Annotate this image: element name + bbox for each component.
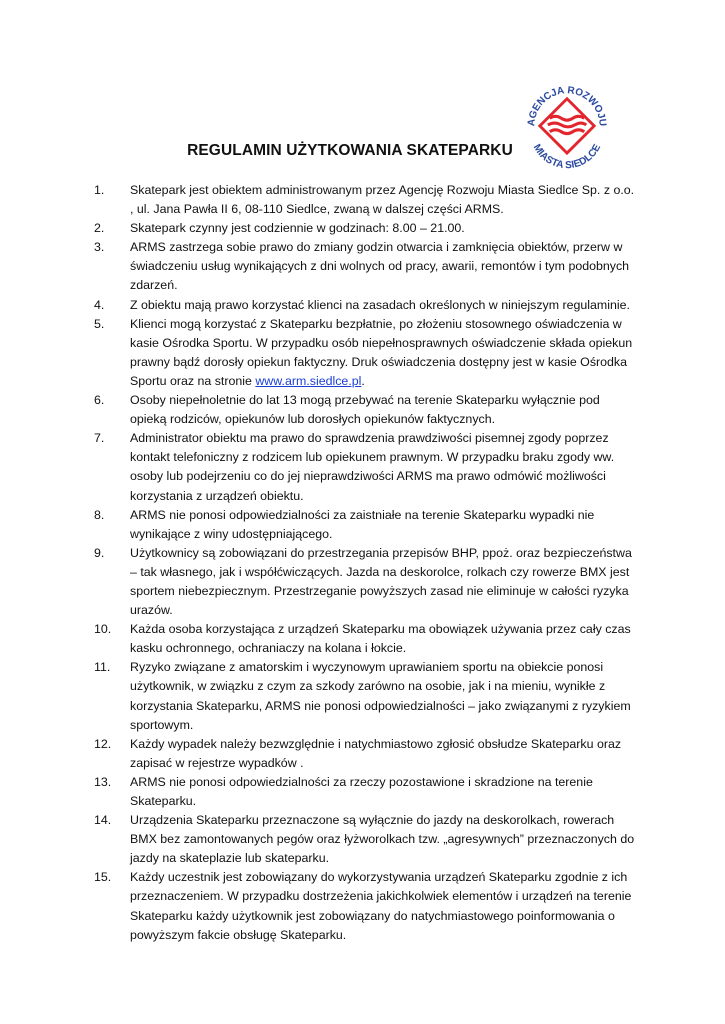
rule-number: 7. xyxy=(94,431,105,446)
rule-number: 5. xyxy=(94,316,105,331)
rule-number: 15. xyxy=(94,870,112,885)
rule-item xyxy=(94,658,639,734)
rule-text: ARMS nie ponosi odpowiedzialności za rzeczy pozostawione i skradzione na terenie Skateparku. xyxy=(130,774,593,808)
rule-item xyxy=(94,868,639,944)
rule-item xyxy=(94,544,639,620)
rule-item xyxy=(94,296,639,315)
rule-number: 10. xyxy=(94,622,112,637)
rule-item xyxy=(94,315,639,391)
rule-text: ARMS zastrzega sobie prawo do zmiany godzin otwarcia i zamknięcia obiektów, przerw w świadczeniu usług wynikających z dni wolnych od pracy, awarii, remontów i tym podobnych zdarzeń. xyxy=(130,240,630,293)
rule-item xyxy=(94,219,639,238)
rule-number: 3. xyxy=(94,240,105,255)
rule-text: Każdy uczestnik jest zobowiązany do wykorzystywania urządzeń Skateparku zgodnie z ich przeznaczeniem. W przypadku dostrzeżenia jakichkolwiek elementów i urządzeń na terenie Skateparku każdy użytkownik jest zobowiązany do natychmiastowego poinformowania o powyższym fakcie obsługę Skateparku. xyxy=(130,870,632,942)
rule-text: Każda osoba korzystająca z urządzeń Skateparku ma obowiązek używania przez cały czas kasku ochronnego, ochraniaczy na kolana i łokcie. xyxy=(130,622,631,656)
rule-item xyxy=(94,506,639,544)
rule-text: Urządzenia Skateparku przeznaczone są wyłącznie do jazdy na deskorolkach, rowerach BMX bez zamontowanych pegów oraz łyżworolkach tzw. „agresywnych” przeznaczonych do jazdy na skateplazie lub skateparku. xyxy=(130,813,635,866)
rule-text: Skatepark czynny jest codziennie w godzinach: 8.00 – 21.00. xyxy=(130,221,465,236)
rule-text: Użytkownicy są zobowiązani do przestrzegania przepisów BHP, ppoż. oraz bezpieczeństwa – tak własnego, jak i współćwiczących. Jazda na deskorolce, rolkach czy rowerze BMX jest sportem niebezpiecznym. Przestrzeganie powyższych zasad nie eliminuje w całości ryzyka urazów. xyxy=(130,545,632,618)
rule-text: Administrator obiektu ma prawo do sprawdzenia prawdziwości pisemnej zgody poprzez kontakt telefoniczny z rodzicem lub opiekunem prawnym. W przypadku braku zgody ww. osoby lub podejrzeniu co do jej nieprawdziwości ARMS ma prawo odmówić możliwości korzystania z urządzeń obiektu. xyxy=(130,431,615,503)
rule-number: 2. xyxy=(94,221,105,236)
rule-number: 11. xyxy=(94,660,111,675)
rule-item xyxy=(94,429,639,505)
rule-item xyxy=(94,238,639,295)
rule-number: 14. xyxy=(94,813,112,828)
rule-text: Z obiektu mają prawo korzystać klienci na zasadach określonych w niniejszym regulaminie. xyxy=(130,297,630,312)
rule-item xyxy=(94,181,639,219)
rule-number: 8. xyxy=(94,507,105,522)
rule-text: Osoby niepełnoletnie do lat 13 mogą przebywać na terenie Skateparku wyłącznie pod opieką rodziców, opiekunów lub dorosłych opiekunów faktycznych. xyxy=(130,393,600,427)
rule-text: ARMS nie ponosi odpowiedzialności za zaistniałe na terenie Skateparku wypadki nie wynikające z winy udostępniającego. xyxy=(130,507,595,541)
rule-item xyxy=(94,773,639,811)
rule-text: Ryzyko związane z amatorskim i wyczynowym uprawianiem sportu na obiekcie ponosi użytkownik, w związku z czym za szkody zarówno na osobie, jak i na mieniu, wynikłe z korzystania Skateparku, ARMS nie ponosi odpowiedzialności – jako związanymi z ryzykiem sportowym. xyxy=(130,660,631,732)
rule-item xyxy=(94,811,639,868)
rule-item xyxy=(94,620,639,658)
rule-text-end: . xyxy=(361,373,365,388)
page-title: REGULAMIN UŻYTKOWANIA SKATEPARKU xyxy=(187,142,513,159)
rule-number: 4. xyxy=(94,297,105,312)
logo-arc-bottom: MIASTA SIEDLCE xyxy=(530,142,604,172)
rule-number: 12. xyxy=(94,736,112,751)
rule-text: Klienci mogą korzystać z Skateparku bezpłatnie, po złożeniu stosownego oświadczenia w kasie Ośrodka Sportu. W przypadku osób niepełnosprawnych oświadczenie składa opiekun prawny bądź dorosły opiekun faktyczny. Druk oświadczenia dostępny jest w kasie Ośrodka Sportu oraz na stronie xyxy=(130,316,633,388)
rule-number: 1. xyxy=(94,183,105,197)
rules-list xyxy=(94,181,639,945)
rule-item xyxy=(94,391,639,429)
rule-number: 13. xyxy=(94,774,112,789)
rule-number: 6. xyxy=(94,393,105,408)
rule-number: 9. xyxy=(94,545,105,560)
rule-text: Skatepark jest obiektem administrowanym przez Agencję Rozwoju Miasta Siedlce Sp. z o.o. , ul. Jana Pawła II 6, 08-110 Siedlce, zwaną w dalszej części ARMS. xyxy=(130,183,635,217)
website-link[interactable]: www.arm.siedlce.pl xyxy=(255,373,362,388)
rule-item xyxy=(94,735,639,773)
logo-arc-top: AGENCJA ROZWOJU xyxy=(526,85,608,127)
rule-text: Każdy wypadek należy bezwzględnie i natychmiastowo zgłosić obsłudze Skateparku oraz zapisać w rejestrze wypadków . xyxy=(130,736,622,770)
